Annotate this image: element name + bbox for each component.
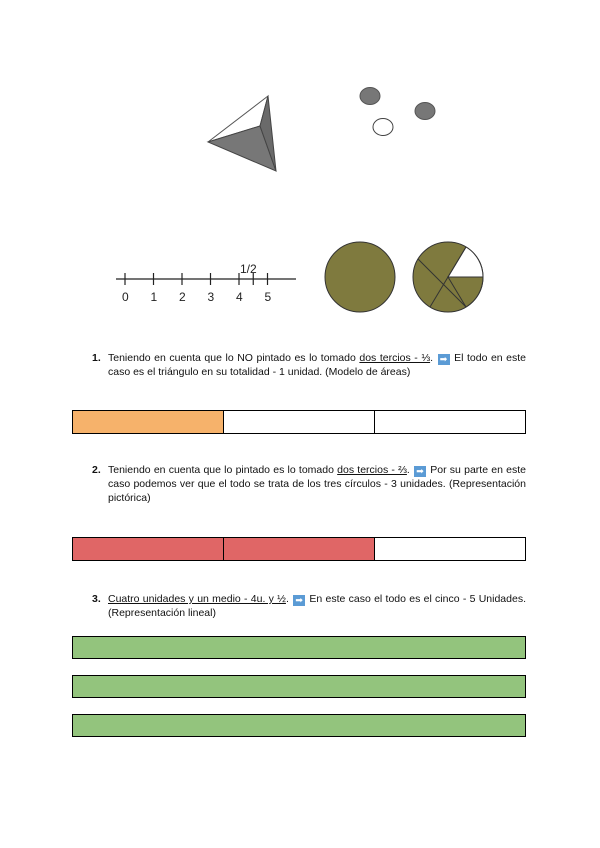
item-2-text: Teniendo en cuenta que lo pintado es lo tomado dos tercios - ⅔. ➡ Por su parte en este caso podemos ver que el todo se trata de los tres círculos - 3 unidades. (Representación pictórica) (108, 464, 526, 504)
three-circles-figure (355, 83, 440, 141)
item-3 (92, 592, 526, 620)
number-line-tick-label: 0 (122, 290, 129, 304)
arrow-icon: ➡ (414, 466, 426, 477)
item-2 (92, 463, 526, 505)
green-bar-2 (72, 675, 526, 698)
item-3-number: 3. (92, 593, 101, 605)
arrow-icon: ➡ (293, 595, 305, 606)
bar-segment-filled (224, 538, 375, 560)
number-line-figure (112, 258, 302, 308)
item-3-text: Cuatro unidades y un medio - 4u. y ½. ➡ En este caso el todo es el cinco - 5 Unidades. (Representación lineal) (108, 593, 526, 619)
item-1 (92, 351, 526, 379)
green-bar-1 (72, 636, 526, 659)
bar-segment-empty (375, 411, 525, 433)
item-2-number: 2. (92, 464, 101, 476)
circle-shaded-1 (360, 88, 380, 105)
bar-segment-empty (224, 411, 375, 433)
item-1-number: 1. (92, 352, 101, 364)
green-bar-3 (72, 714, 526, 737)
item-2-underlined: dos tercios - ⅔ (337, 464, 407, 476)
circle-shaded-2 (415, 103, 435, 120)
arrow-icon: ➡ (438, 354, 450, 365)
number-line-tick-label: 5 (264, 290, 272, 304)
item-1-underlined: dos tercios - ⅓ (359, 352, 431, 364)
bar-segment-empty (375, 538, 525, 560)
olive-circle-divided (413, 242, 483, 312)
bar-segment-filled (73, 411, 224, 433)
number-line-tick-label: 1 (150, 290, 158, 304)
olive-circle-full (325, 242, 395, 312)
number-line-marker-label: 1/2 (240, 262, 257, 276)
bar-segment-filled (73, 538, 224, 560)
circle-empty (373, 119, 393, 136)
number-line-tick-label: 3 (207, 290, 215, 304)
item-3-underlined: Cuatro unidades y un medio - 4u. y ½ (108, 593, 286, 605)
item-1-text: Teniendo en cuenta que lo NO pintado es lo tomado dos tercios - ⅓. ➡ El todo en este caso es el triángulo en su totalidad - 1 unidad. (Modelo de áreas) (108, 352, 527, 378)
fraction-bar-1 (72, 410, 526, 434)
number-line-tick-label: 2 (179, 290, 186, 304)
triangle-figure (205, 92, 280, 174)
olive-circles-figure (322, 240, 487, 315)
number-line-tick-label: 4 (236, 290, 243, 304)
fraction-bar-2 (72, 537, 526, 561)
